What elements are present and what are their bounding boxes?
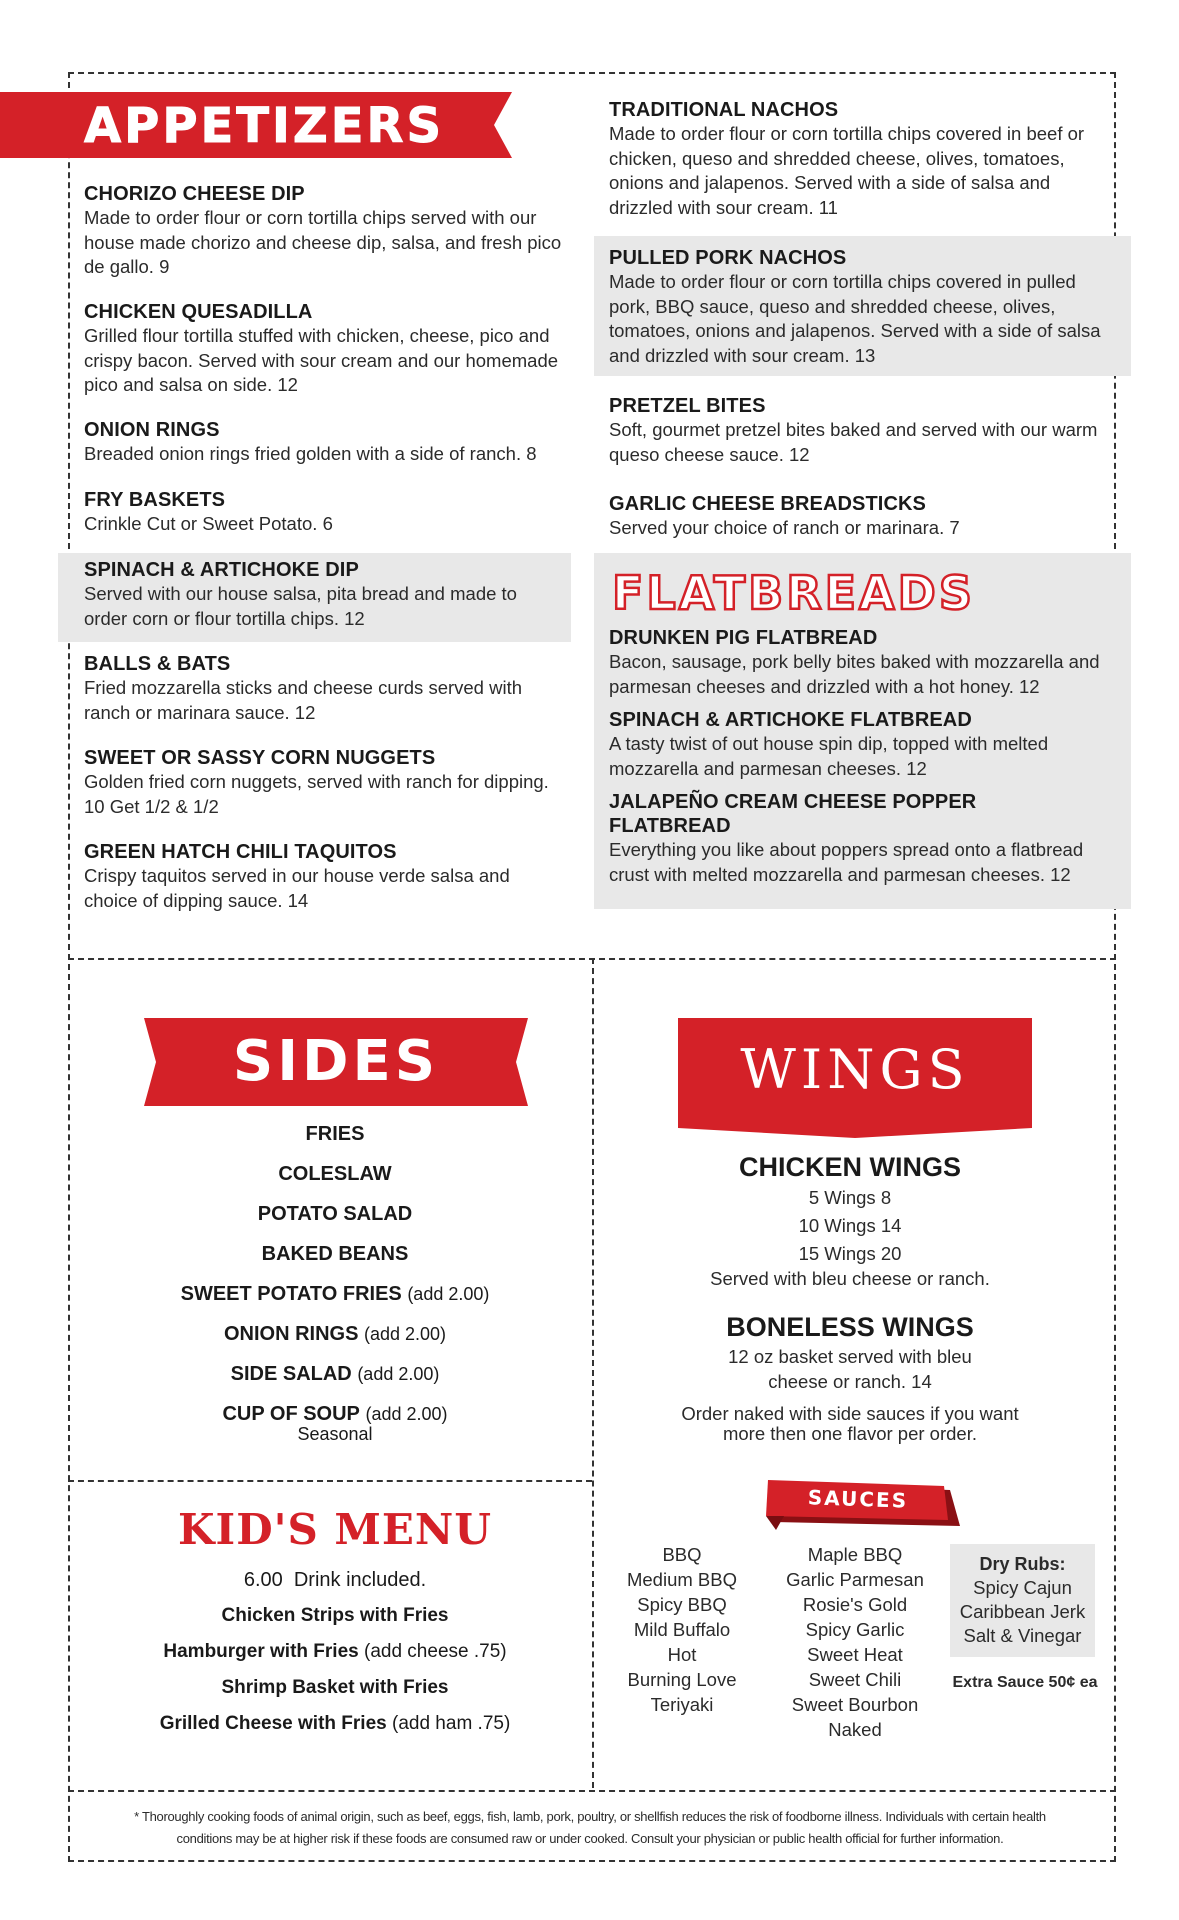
item-desc-text: Golden fried corn nuggets, served with ranch for dipping. 10 Get 1/2 & 1/2	[84, 771, 549, 817]
appetizer-item	[84, 418, 564, 467]
item-description	[609, 418, 1103, 467]
appetizer-item	[84, 652, 564, 725]
dry-rub-item: Salt & Vinegar	[963, 1625, 1082, 1646]
side-item-name: CUP OF SOUP	[222, 1403, 360, 1425]
sauce-item: Maple BBQ	[807, 1544, 903, 1565]
appetizer-item	[84, 840, 564, 913]
kids-item	[70, 1634, 600, 1670]
naked-note-line: Order naked with side sauces if you want	[681, 1403, 1019, 1424]
item-description	[609, 838, 1103, 887]
kids-item-name: Shrimp Basket with Fries	[221, 1677, 449, 1698]
kids-item-name: Grilled Cheese with Fries	[159, 1713, 387, 1734]
item-description	[609, 732, 1103, 781]
item-title: FRY BASKETS	[84, 489, 226, 511]
item-title: CHORIZO CHEESE DIP	[84, 183, 305, 205]
appetizers-heading: APPETIZERS	[84, 98, 445, 154]
item-desc-text: Made to order flour or corn tortilla chips covered in beef or chicken, queso and shredded cheese, olives, tomatoes, onions and jalapenos. Served with a side of salsa and drizzled with sour cream.	[609, 123, 1085, 218]
item-title: SPINACH & ARTICHOKE DIP	[84, 559, 359, 581]
disclaimer-line: * Thoroughly cooking foods of animal origin, such as beef, eggs, fish, lamb, pork, poultry, or shellfish reduces the risk of foodborne illness. Individuals with certain health	[134, 1809, 1046, 1824]
item-desc-text: Everything you like about poppers spread onto a flatbread crust with melted mozzarella and parmesan cheeses.	[609, 839, 1084, 885]
side-item-name: FRIES	[305, 1123, 365, 1145]
appetizer-item	[609, 98, 1103, 220]
item-title: JALAPEÑO CREAM CHEESE POPPER FLATBREAD	[609, 791, 977, 837]
item-description	[84, 442, 564, 467]
chicken-wings-line: 10 Wings 14	[798, 1215, 902, 1236]
kids-item-upcharge: (add cheese .75)	[364, 1641, 507, 1662]
item-title: GREEN HATCH CHILI TAQUITOS	[84, 841, 397, 863]
item-description	[84, 582, 564, 631]
item-desc-text: Served your choice of ranch or marinara.	[609, 517, 945, 538]
kids-item	[70, 1706, 600, 1742]
item-price: 6	[322, 513, 333, 534]
item-title: SPINACH & ARTICHOKE FLATBREAD	[609, 709, 972, 731]
side-item	[70, 1234, 600, 1274]
item-description	[84, 864, 564, 913]
kids-item-name: Chicken Strips with Fries	[221, 1605, 449, 1626]
dry-rub-item: Spicy Cajun	[973, 1577, 1072, 1598]
side-item-name: BAKED BEANS	[261, 1243, 409, 1265]
item-description	[84, 770, 564, 819]
chicken-wings-note: Served with bleu cheese or ranch.	[710, 1268, 990, 1289]
appetizer-item	[609, 394, 1103, 467]
side-item-upcharge: (add 2.00)	[357, 1364, 440, 1384]
side-item	[70, 1314, 600, 1354]
sauce-item: Teriyaki	[650, 1694, 714, 1715]
item-title: SWEET OR SASSY CORN NUGGETS	[84, 747, 436, 769]
kids-heading: KID'S MENU	[178, 1505, 492, 1554]
appetizer-item	[84, 488, 564, 537]
side-item-name: SIDE SALAD	[230, 1363, 352, 1385]
item-title: ONION RINGS	[84, 419, 220, 441]
item-title: TRADITIONAL NACHOS	[609, 99, 839, 121]
item-title: PULLED PORK NACHOS	[609, 247, 847, 269]
kids-price: 6.00 Drink included.	[243, 1569, 427, 1591]
item-title: BALLS & BATS	[84, 653, 231, 675]
item-description	[609, 650, 1103, 699]
sauce-item: Sweet Chili	[808, 1669, 902, 1690]
item-price: 12	[344, 607, 365, 629]
side-item-upcharge: (add 2.00)	[407, 1284, 490, 1304]
item-title: GARLIC CHEESE BREADSTICKS	[609, 493, 926, 515]
sauce-item: Rosie's Gold	[802, 1594, 908, 1615]
soup-note: Seasonal	[297, 1424, 373, 1444]
boneless-wings-line: cheese or ranch. 14	[768, 1371, 932, 1392]
sauce-item: Naked	[828, 1719, 882, 1740]
item-desc-text: Breaded onion rings fried golden with a side of ranch.	[84, 443, 522, 464]
sauce-item: BBQ	[662, 1544, 702, 1565]
health-disclaimer	[100, 1806, 1080, 1850]
side-item	[70, 1194, 600, 1234]
appetizer-item	[84, 558, 564, 631]
sauce-item: Sweet Bourbon	[791, 1694, 919, 1715]
item-desc-text: Grilled flour tortilla stuffed with chicken, cheese, pico and crispy bacon. Served with sour cream and our homemade pico and salsa on side.	[84, 325, 559, 395]
sides-list	[70, 1114, 600, 1444]
appetizer-item	[84, 746, 564, 819]
item-price: 14	[287, 889, 309, 911]
item-price: 12	[906, 757, 927, 779]
item-price: 13	[854, 344, 876, 366]
naked-note-line: more then one flavor per order.	[722, 1423, 977, 1444]
kids-item	[70, 1598, 600, 1634]
item-price: 12	[1018, 675, 1040, 697]
item-desc-text: A tasty twist of out house spin dip, topped with melted mozzarella and parmesan cheeses.	[609, 733, 1049, 779]
sauces-col-2	[770, 1542, 940, 1742]
sauce-item: Spicy Garlic	[805, 1619, 905, 1640]
item-title: PRETZEL BITES	[609, 395, 766, 417]
flatbread-item	[609, 626, 1103, 699]
item-desc-text: Made to order flour or corn tortilla chips served with our house made chorizo and cheese dip, salsa, and fresh pico de gallo.	[84, 207, 562, 277]
divider-footer	[68, 1790, 1116, 1792]
item-description	[84, 676, 564, 725]
item-desc-text: Made to order flour or corn tortilla chips covered in pulled pork, BBQ sauce, queso and shredded cheese, olives, tomatoes, onions and jalapenos. Served with a side of salsa and drizzled with sour cream.	[609, 271, 1101, 366]
item-description	[609, 122, 1103, 220]
item-description	[84, 512, 564, 537]
item-desc-text: Crinkle Cut or Sweet Potato.	[84, 513, 318, 534]
dry-rubs	[950, 1552, 1095, 1648]
flatbread-item	[609, 708, 1103, 781]
border-bottom	[68, 1860, 1116, 1862]
item-price: 12	[277, 374, 298, 395]
item-price: 7	[949, 517, 960, 538]
dry-rubs-title: Dry Rubs:	[979, 1554, 1066, 1574]
chicken-wings-line: 5 Wings 8	[808, 1187, 892, 1208]
item-price: 12	[1050, 863, 1071, 885]
item-description	[84, 206, 564, 280]
item-desc-text: Bacon, sausage, pork belly bites baked with mozzarella and parmesan cheeses and drizzled with a hot honey.	[609, 651, 1100, 697]
item-desc-text: Soft, gourmet pretzel bites baked and served with our warm queso cheese sauce.	[609, 419, 1098, 465]
sauce-item: Medium BBQ	[626, 1569, 737, 1590]
appetizer-item	[84, 300, 564, 398]
item-price: 8	[526, 443, 537, 464]
boneless-wings-title: BONELESS WINGS	[726, 1312, 974, 1342]
sauce-item: Hot	[667, 1644, 697, 1665]
item-price: 11	[818, 196, 838, 218]
wings-info	[640, 1150, 1060, 1444]
appetizer-item	[609, 246, 1103, 368]
appetizer-item	[609, 492, 1103, 541]
sauce-item: Burning Love	[627, 1669, 737, 1690]
sauce-item: Sweet Heat	[807, 1644, 903, 1665]
item-price: 12	[294, 701, 316, 723]
sauce-item: Spicy BBQ	[637, 1594, 727, 1615]
chicken-wings-title: CHICKEN WINGS	[739, 1152, 961, 1182]
item-description	[84, 324, 564, 398]
appetizer-item	[84, 182, 564, 280]
side-item-upcharge: (add 2.00)	[365, 1404, 448, 1424]
disclaimer-line: conditions may be at higher risk if these foods are consumed raw or under cooked. Consult your physician or public health official for further information.	[176, 1831, 1004, 1846]
item-title: CHICKEN QUESADILLA	[84, 301, 313, 323]
item-desc-text: Fried mozzarella sticks and cheese curds served with ranch or marinara sauce.	[84, 677, 523, 723]
border-top	[68, 72, 1116, 74]
kids-list	[70, 1562, 600, 1742]
sides-heading: SIDES	[232, 1029, 440, 1094]
side-item	[70, 1354, 600, 1394]
side-item-name: ONION RINGS	[223, 1323, 359, 1345]
side-item-name: SWEET POTATO FRIES	[180, 1283, 402, 1305]
kids-item	[70, 1670, 600, 1706]
item-price: 12	[789, 443, 810, 465]
side-item	[70, 1154, 600, 1194]
sauce-item: Mild Buffalo	[633, 1619, 731, 1640]
item-desc-text: Served with our house salsa, pita bread and made to order corn or flour tortilla chips.	[84, 583, 517, 629]
kids-item-upcharge: (add ham .75)	[392, 1713, 511, 1734]
item-title: DRUNKEN PIG FLATBREAD	[609, 627, 878, 649]
side-item-upcharge: (add 2.00)	[363, 1324, 447, 1344]
side-item	[70, 1274, 600, 1314]
kids-item-name: Hamburger with Fries	[163, 1641, 359, 1662]
sauce-item: Garlic Parmesan	[786, 1569, 924, 1590]
extra-sauce-note: Extra Sauce 50¢ ea	[952, 1674, 1098, 1691]
flatbread-item	[609, 790, 1103, 887]
item-description	[609, 270, 1103, 368]
boneless-wings-line: 12 oz basket served with bleu	[728, 1346, 972, 1367]
flatbreads-heading: FLATBREADS	[612, 566, 975, 620]
sauces-label: SAUCES	[807, 1485, 909, 1513]
item-desc-text: Crispy taquitos served in our house verde salsa and choice of dipping sauce.	[84, 865, 510, 911]
chicken-wings-line: 15 Wings 20	[798, 1243, 902, 1264]
side-item-name: COLESLAW	[278, 1163, 392, 1185]
item-description	[609, 516, 1103, 541]
item-price: 9	[159, 256, 170, 277]
side-item-name: POTATO SALAD	[257, 1203, 413, 1225]
side-item	[70, 1114, 600, 1154]
divider-sides-kids	[68, 1480, 592, 1482]
sauces-col-1	[606, 1542, 758, 1717]
dry-rub-item: Caribbean Jerk	[959, 1601, 1086, 1622]
wings-heading: WINGS	[740, 1038, 970, 1101]
